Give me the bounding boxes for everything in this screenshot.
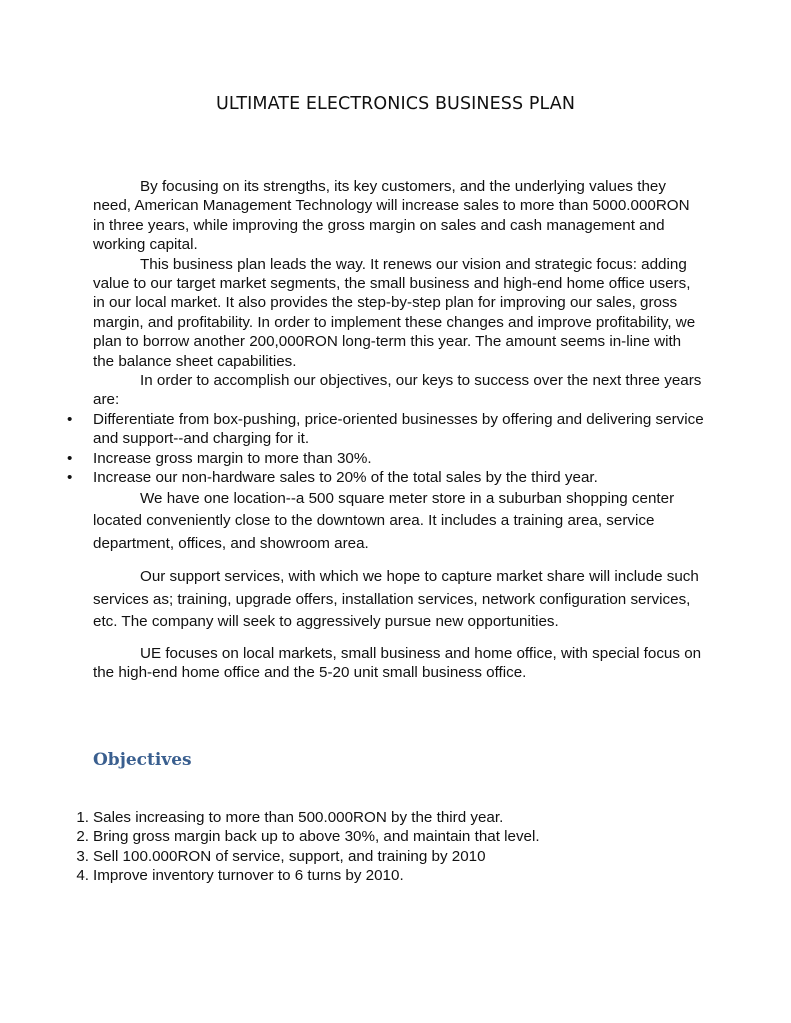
objective-item <box>76 866 713 885</box>
objective-number: 1. <box>76 809 89 826</box>
objective-item <box>76 808 713 827</box>
paragraph-business-plan: This business plan leads the way. It renews our vision and strategic focus: adding value to our target market segments, the small business and high-end home office users, in our local market. It also provides the step-by-step plan for improving our sales, gross margin, and profitability. In order to implement these changes and improve profitability, we plan to borrow another 200,000RON long-term this year. The amount seems in-line with the balance sheet capabilities. <box>93 255 696 370</box>
paragraph-focus: UE focuses on local markets, small business and home office, with special focus on the high-end home office and the 5-20 unit small business office. <box>93 644 702 681</box>
bullet-item: • Increase our non-hardware sales to 20% of the total sales by the third year. <box>93 468 705 487</box>
paragraph-keys-to-success: In order to accomplish our objectives, our keys to success over the next three years are: <box>93 372 702 409</box>
paragraph-intro: By focusing on its strengths, its key customers, and the underlying values they need, American Management Technology will increase sales to more than 5000.000RON in three years, while improving the gross margin on sales and cash management and working capital. <box>93 178 690 254</box>
body-text <box>93 177 705 682</box>
objective-number: 2. <box>76 828 89 846</box>
objective-item <box>76 847 713 866</box>
bullet-item: • Increase gross margin to more than 30%. <box>93 449 705 468</box>
objective-text: Sell 100.000RON of service, support, and training by 2010 <box>93 847 486 865</box>
objective-text: Sales increasing to more than 500.000RON by the third year. <box>93 809 504 826</box>
objective-number: 3. <box>76 847 89 865</box>
paragraph-support-services: Our support services, with which we hope to capture market share will include such services as; training, upgrade offers, installation services, network configuration services, etc. The company will seek to aggressively pursue new opportunities. <box>93 568 699 630</box>
objective-text: Bring gross margin back up to above 30%, and maintain that level. <box>93 828 540 846</box>
objective-text: Improve inventory turnover to 6 turns by 2010. <box>93 867 404 885</box>
objective-item <box>76 827 713 846</box>
paragraph-location: We have one location--a 500 square meter store in a suburban shopping center located conveniently close to the downtown area. It includes a training area, service department, offices, and showroom area. <box>93 489 675 552</box>
objective-number: 4. <box>76 867 89 885</box>
page-title: ULTIMATE ELECTRONICS BUSINESS PLAN <box>215 94 576 114</box>
objectives-heading: Objectives <box>93 750 192 770</box>
objectives-list <box>76 808 713 886</box>
bullet-item: • Differentiate from box-pushing, price-oriented businesses by offering and delivering service and support--and charging for it. <box>93 410 705 449</box>
keys-bullet-list <box>93 410 705 488</box>
